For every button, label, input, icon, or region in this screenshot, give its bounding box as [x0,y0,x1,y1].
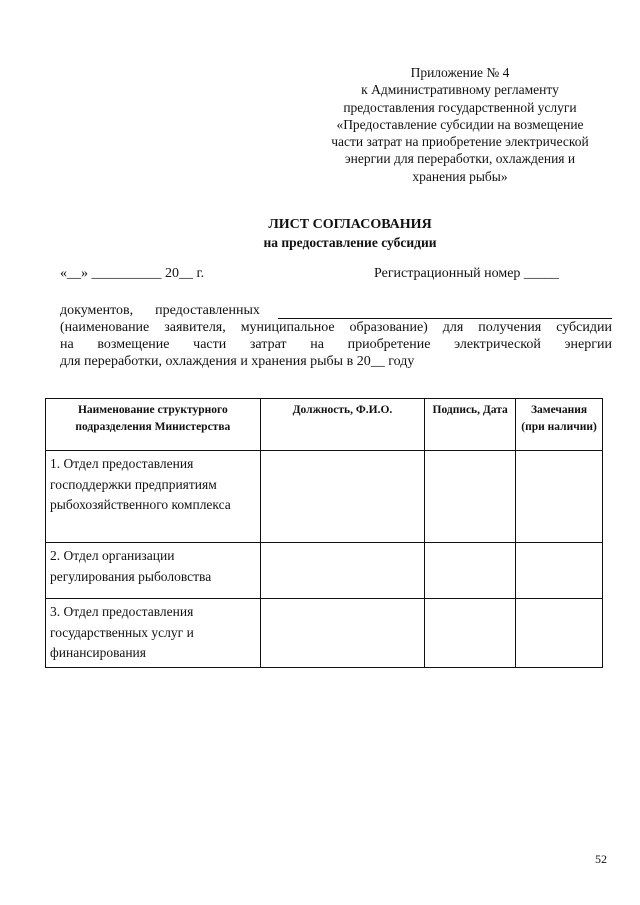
column-header-department: Наименование структурного подразделения Министерства [46,399,261,451]
word: энергии [564,337,612,352]
registration-number-field: Регистрационный номер _____ [374,266,559,281]
appendix-line: хранения рыбы» [412,168,508,184]
appendix-line: к Административному регламенту [361,82,559,98]
word: затрат [249,337,287,352]
appendix-line: энергии для переработки, охлаждения и [344,151,576,167]
word: для [442,320,464,335]
page-number: 52 [595,852,607,866]
signature-cell [425,543,516,599]
signature-cell [425,451,516,543]
documents-word: документов, [60,303,134,318]
paragraph-line-3 [60,336,612,353]
appendix-line: Приложение № 4 [410,65,510,80]
word: субсидии [556,320,612,335]
date-field: «__» __________ 20__ г. [60,266,205,281]
table-header-row [46,399,603,451]
column-header-signature: Подпись, Дата [425,399,516,451]
department-cell: 2. Отдел организации регулирования рыболовства [46,543,261,599]
department-cell: 3. Отдел предоставления государственных услуг и финансирования [46,599,261,668]
word: на [60,337,74,352]
word: приобретение [347,337,431,352]
table-row [46,599,603,668]
word: образование) [349,320,428,335]
word: (наименование [60,320,150,335]
table-row [46,451,603,543]
documents-paragraph [60,302,612,370]
paragraph-line-4: для переработки, охлаждения и хранения рыбы в 20__ году [60,354,415,369]
column-header-remarks: Замечания (при наличии) [516,399,603,451]
appendix-line: «Предоставление субсидии на возмещение [336,116,584,132]
signature-cell [425,599,516,668]
table-row [46,543,603,599]
word: получения [478,320,542,335]
appendix-heading [300,64,620,185]
word: заявителя, [164,320,226,335]
applicant-blank-line [278,305,612,319]
word: возмещение [97,337,170,352]
provided-word: предоставленных [155,303,260,318]
remarks-cell [516,451,603,543]
word: части [193,337,227,352]
remarks-cell [516,599,603,668]
word: электрической [454,337,541,352]
appendix-line: предоставления государственной услуги [343,99,577,115]
document-title: ЛИСТ СОГЛАСОВАНИЯ [268,217,432,232]
paragraph-line-2 [60,319,612,336]
department-cell: 1. Отдел предоставления господдержки предприятиям рыбохозяйственного комплекса [46,451,261,543]
position-cell [260,543,425,599]
position-cell [260,599,425,668]
approval-table [45,398,603,668]
remarks-cell [516,543,603,599]
position-cell [260,451,425,543]
word: муниципальное [240,320,335,335]
column-header-position: Должность, Ф.И.О. [260,399,425,451]
appendix-line: части затрат на приобретение электрической [331,134,589,150]
document-subtitle: на предоставление субсидии [263,235,437,250]
word: на [310,337,324,352]
documents-line [60,302,612,319]
